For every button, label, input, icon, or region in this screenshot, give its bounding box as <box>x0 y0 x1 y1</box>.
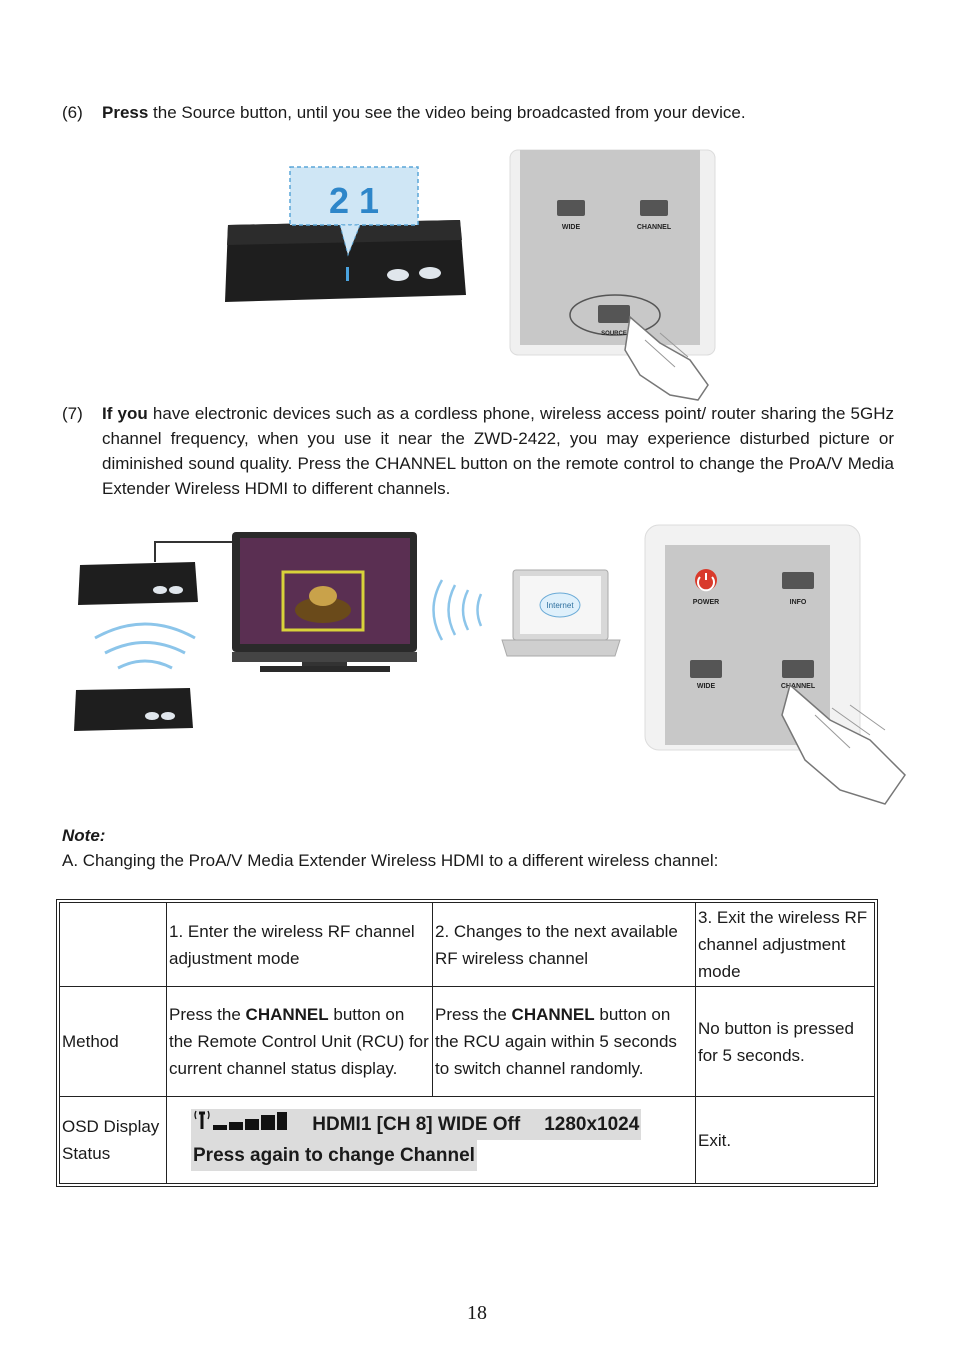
table-cell <box>167 987 433 1097</box>
cell-bold: CHANNEL <box>511 1005 595 1024</box>
remote-label-info: INFO <box>789 599 807 606</box>
step-bold-lead: Press <box>102 103 149 122</box>
table-cell: Exit. <box>696 1097 875 1184</box>
step-6 <box>62 100 894 125</box>
table-cell <box>433 987 696 1097</box>
osd-display-cell <box>167 1097 696 1184</box>
remote-label-channel: CHANNEL <box>636 224 672 231</box>
table-row <box>60 903 875 987</box>
remote-label-source: SOURCE <box>601 331 627 337</box>
table-row <box>60 987 875 1097</box>
table-row <box>60 1097 875 1184</box>
cell-text: Press the <box>435 1005 512 1024</box>
remote-label-wide: WIDE <box>696 683 716 690</box>
cell-text: Press the <box>169 1005 246 1024</box>
note-title: Note: <box>62 826 106 845</box>
table-cell: 1. Enter the wireless RF channel adjustment mode <box>167 903 433 987</box>
cell-text: button on the RCU again within 5 seconds to switch channel randomly. <box>435 1005 677 1078</box>
step-text: the Source button, until you see the video being broadcasted from your device. <box>148 103 746 122</box>
note-text: A. Changing the ProA/V Media Extender Wireless HDMI to a different wireless channel: <box>62 851 719 870</box>
osd-line-2: Press again to change Channel <box>191 1140 477 1171</box>
table-cell: No button is pressed for 5 seconds. <box>696 987 875 1097</box>
osd-resolution: 1280x1024 <box>544 1114 640 1135</box>
row-label-method: Method <box>60 987 167 1097</box>
table-cell <box>60 903 167 987</box>
osd-status-text: HDMI1 [CH 8] WIDE Off <box>312 1114 521 1135</box>
step-bold-lead: If you <box>102 404 148 423</box>
figure-channel-button <box>70 520 910 810</box>
remote-label-wide: WIDE <box>561 224 581 231</box>
step-text: have electronic devices such as a cordless phone, wireless access point/ router sharing the 5GHz channel frequency, when you use it near the ZWD-2422, you may experience disturbed picture or diminished sound quality. Press the CHANNEL button on the remote control to change the ProA/V Media Extender Wireless HDMI to different channels. <box>102 404 894 498</box>
figure-source-button <box>220 145 720 405</box>
table-cell: 3. Exit the wireless RF channel adjustment mode <box>696 903 875 987</box>
osd-line-1 <box>191 1109 641 1140</box>
row-label-osd: OSD Display Status <box>60 1097 167 1184</box>
step-7 <box>62 401 894 501</box>
laptop-label: Internet <box>546 601 574 610</box>
remote-label-power: POWER <box>692 599 720 606</box>
channel-table <box>56 899 878 1187</box>
page-number: 18 <box>467 1302 487 1324</box>
cell-text: button on the Remote Control Unit (RCU) for current channel status display. <box>169 1005 429 1078</box>
table-cell: 2. Changes to the next available RF wireless channel <box>433 903 696 987</box>
step-number: (7) <box>62 404 83 423</box>
callout-label: 2 1 <box>328 180 380 221</box>
step-number: (6) <box>62 103 83 122</box>
cell-bold: CHANNEL <box>245 1005 329 1024</box>
remote-label-channel: CHANNEL <box>780 683 816 690</box>
signal-strength-icon <box>193 1109 289 1133</box>
